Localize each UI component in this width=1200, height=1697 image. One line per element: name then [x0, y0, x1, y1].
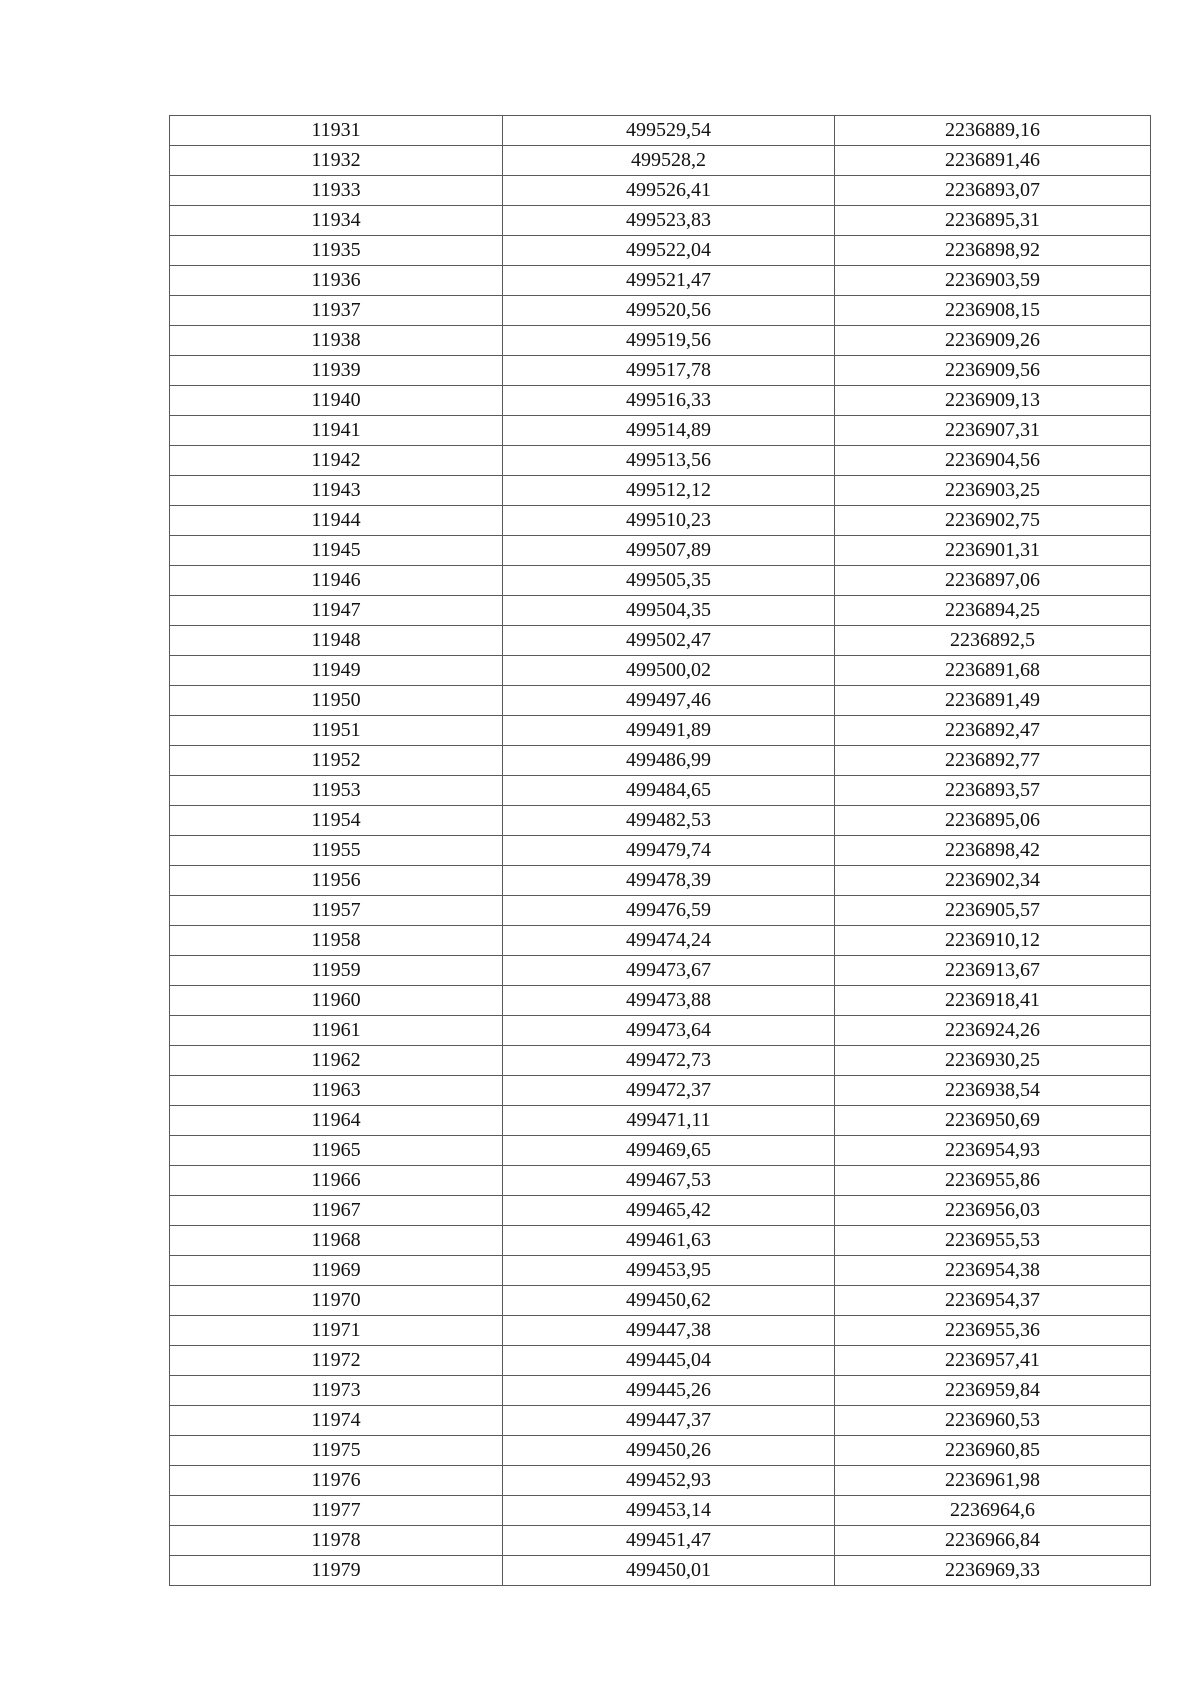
- point-number-cell: 11947: [170, 596, 503, 626]
- x-coordinate-cell: 499484,65: [503, 776, 835, 806]
- x-coordinate-cell: 499522,04: [503, 236, 835, 266]
- x-coordinate-cell: 499476,59: [503, 896, 835, 926]
- point-number-cell: 11960: [170, 986, 503, 1016]
- table-row: [170, 806, 1151, 836]
- x-coordinate-cell: 499523,83: [503, 206, 835, 236]
- y-coordinate-cell: 2236955,36: [835, 1316, 1151, 1346]
- point-number-cell: 11934: [170, 206, 503, 236]
- y-coordinate-cell: 2236910,12: [835, 926, 1151, 956]
- x-coordinate-cell: 499519,56: [503, 326, 835, 356]
- x-coordinate-cell: 499445,04: [503, 1346, 835, 1376]
- point-number-cell: 11975: [170, 1436, 503, 1466]
- x-coordinate-cell: 499529,54: [503, 116, 835, 146]
- x-coordinate-cell: 499504,35: [503, 596, 835, 626]
- table-row: [170, 356, 1151, 386]
- point-number-cell: 11952: [170, 746, 503, 776]
- x-coordinate-cell: 499450,01: [503, 1556, 835, 1586]
- point-number-cell: 11977: [170, 1496, 503, 1526]
- table-row: [170, 1166, 1151, 1196]
- y-coordinate-cell: 2236956,03: [835, 1196, 1151, 1226]
- x-coordinate-cell: 499471,11: [503, 1106, 835, 1136]
- point-number-cell: 11933: [170, 176, 503, 206]
- x-coordinate-cell: 499517,78: [503, 356, 835, 386]
- table-row: [170, 926, 1151, 956]
- y-coordinate-cell: 2236909,26: [835, 326, 1151, 356]
- point-number-cell: 11950: [170, 686, 503, 716]
- point-number-cell: 11946: [170, 566, 503, 596]
- point-number-cell: 11969: [170, 1256, 503, 1286]
- point-number-cell: 11958: [170, 926, 503, 956]
- x-coordinate-cell: 499507,89: [503, 536, 835, 566]
- y-coordinate-cell: 2236897,06: [835, 566, 1151, 596]
- x-coordinate-cell: 499510,23: [503, 506, 835, 536]
- table-row: [170, 1106, 1151, 1136]
- y-coordinate-cell: 2236902,75: [835, 506, 1151, 536]
- point-number-cell: 11974: [170, 1406, 503, 1436]
- point-number-cell: 11942: [170, 446, 503, 476]
- table-row: [170, 476, 1151, 506]
- y-coordinate-cell: 2236901,31: [835, 536, 1151, 566]
- x-coordinate-cell: 499445,26: [503, 1376, 835, 1406]
- x-coordinate-cell: 499473,88: [503, 986, 835, 1016]
- table-row: [170, 1526, 1151, 1556]
- y-coordinate-cell: 2236957,41: [835, 1346, 1151, 1376]
- table-row: [170, 1316, 1151, 1346]
- y-coordinate-cell: 2236938,54: [835, 1076, 1151, 1106]
- y-coordinate-cell: 2236893,07: [835, 176, 1151, 206]
- point-number-cell: 11938: [170, 326, 503, 356]
- point-number-cell: 11963: [170, 1076, 503, 1106]
- table-row: [170, 146, 1151, 176]
- x-coordinate-cell: 499472,73: [503, 1046, 835, 1076]
- x-coordinate-cell: 499514,89: [503, 416, 835, 446]
- x-coordinate-cell: 499482,53: [503, 806, 835, 836]
- point-number-cell: 11945: [170, 536, 503, 566]
- point-number-cell: 11932: [170, 146, 503, 176]
- point-number-cell: 11964: [170, 1106, 503, 1136]
- y-coordinate-cell: 2236889,16: [835, 116, 1151, 146]
- table-row: [170, 1466, 1151, 1496]
- point-number-cell: 11965: [170, 1136, 503, 1166]
- y-coordinate-cell: 2236895,31: [835, 206, 1151, 236]
- table-row: [170, 1286, 1151, 1316]
- table-row: [170, 1376, 1151, 1406]
- x-coordinate-cell: 499447,37: [503, 1406, 835, 1436]
- point-number-cell: 11962: [170, 1046, 503, 1076]
- table-row: [170, 1016, 1151, 1046]
- y-coordinate-cell: 2236909,13: [835, 386, 1151, 416]
- point-number-cell: 11972: [170, 1346, 503, 1376]
- x-coordinate-cell: 499500,02: [503, 656, 835, 686]
- y-coordinate-cell: 2236892,47: [835, 716, 1151, 746]
- y-coordinate-cell: 2236924,26: [835, 1016, 1151, 1046]
- y-coordinate-cell: 2236908,15: [835, 296, 1151, 326]
- table-row: [170, 746, 1151, 776]
- x-coordinate-cell: 499474,24: [503, 926, 835, 956]
- table-row: [170, 686, 1151, 716]
- y-coordinate-cell: 2236893,57: [835, 776, 1151, 806]
- y-coordinate-cell: 2236954,93: [835, 1136, 1151, 1166]
- table-row: [170, 536, 1151, 566]
- point-number-cell: 11931: [170, 116, 503, 146]
- x-coordinate-cell: 499516,33: [503, 386, 835, 416]
- x-coordinate-cell: 499486,99: [503, 746, 835, 776]
- table-row: [170, 716, 1151, 746]
- x-coordinate-cell: 499473,64: [503, 1016, 835, 1046]
- y-coordinate-cell: 2236969,33: [835, 1556, 1151, 1586]
- point-number-cell: 11939: [170, 356, 503, 386]
- y-coordinate-cell: 2236955,53: [835, 1226, 1151, 1256]
- y-coordinate-cell: 2236961,98: [835, 1466, 1151, 1496]
- point-number-cell: 11971: [170, 1316, 503, 1346]
- coordinates-table-body: [170, 116, 1151, 1586]
- table-row: [170, 506, 1151, 536]
- x-coordinate-cell: 499453,95: [503, 1256, 835, 1286]
- table-row: [170, 296, 1151, 326]
- point-number-cell: 11966: [170, 1166, 503, 1196]
- x-coordinate-cell: 499451,47: [503, 1526, 835, 1556]
- table-row: [170, 866, 1151, 896]
- table-row: [170, 1136, 1151, 1166]
- x-coordinate-cell: 499528,2: [503, 146, 835, 176]
- point-number-cell: 11954: [170, 806, 503, 836]
- table-row: [170, 986, 1151, 1016]
- y-coordinate-cell: 2236894,25: [835, 596, 1151, 626]
- y-coordinate-cell: 2236891,68: [835, 656, 1151, 686]
- point-number-cell: 11937: [170, 296, 503, 326]
- y-coordinate-cell: 2236902,34: [835, 866, 1151, 896]
- x-coordinate-cell: 499520,56: [503, 296, 835, 326]
- table-row: [170, 326, 1151, 356]
- y-coordinate-cell: 2236907,31: [835, 416, 1151, 446]
- y-coordinate-cell: 2236960,53: [835, 1406, 1151, 1436]
- y-coordinate-cell: 2236898,92: [835, 236, 1151, 266]
- point-number-cell: 11957: [170, 896, 503, 926]
- table-row: [170, 236, 1151, 266]
- y-coordinate-cell: 2236966,84: [835, 1526, 1151, 1556]
- point-number-cell: 11967: [170, 1196, 503, 1226]
- y-coordinate-cell: 2236891,46: [835, 146, 1151, 176]
- point-number-cell: 11949: [170, 656, 503, 686]
- y-coordinate-cell: 2236909,56: [835, 356, 1151, 386]
- table-row: [170, 1556, 1151, 1586]
- y-coordinate-cell: 2236960,85: [835, 1436, 1151, 1466]
- x-coordinate-cell: 499513,56: [503, 446, 835, 476]
- table-row: [170, 176, 1151, 206]
- point-number-cell: 11944: [170, 506, 503, 536]
- table-row: [170, 416, 1151, 446]
- point-number-cell: 11948: [170, 626, 503, 656]
- table-row: [170, 1226, 1151, 1256]
- table-row: [170, 896, 1151, 926]
- x-coordinate-cell: 499469,65: [503, 1136, 835, 1166]
- table-row: [170, 206, 1151, 236]
- table-row: [170, 776, 1151, 806]
- table-row: [170, 1496, 1151, 1526]
- point-number-cell: 11973: [170, 1376, 503, 1406]
- point-number-cell: 11970: [170, 1286, 503, 1316]
- coordinates-table: [169, 115, 1151, 1586]
- y-coordinate-cell: 2236930,25: [835, 1046, 1151, 1076]
- table-row: [170, 596, 1151, 626]
- table-row: [170, 1436, 1151, 1466]
- y-coordinate-cell: 2236954,37: [835, 1286, 1151, 1316]
- x-coordinate-cell: 499450,26: [503, 1436, 835, 1466]
- table-row: [170, 626, 1151, 656]
- point-number-cell: 11961: [170, 1016, 503, 1046]
- x-coordinate-cell: 499521,47: [503, 266, 835, 296]
- x-coordinate-cell: 499505,35: [503, 566, 835, 596]
- y-coordinate-cell: 2236891,49: [835, 686, 1151, 716]
- y-coordinate-cell: 2236898,42: [835, 836, 1151, 866]
- x-coordinate-cell: 499512,12: [503, 476, 835, 506]
- y-coordinate-cell: 2236959,84: [835, 1376, 1151, 1406]
- table-row: [170, 1076, 1151, 1106]
- y-coordinate-cell: 2236892,5: [835, 626, 1151, 656]
- y-coordinate-cell: 2236954,38: [835, 1256, 1151, 1286]
- point-number-cell: 11940: [170, 386, 503, 416]
- x-coordinate-cell: 499452,93: [503, 1466, 835, 1496]
- table-row: [170, 836, 1151, 866]
- y-coordinate-cell: 2236904,56: [835, 446, 1151, 476]
- table-row: [170, 446, 1151, 476]
- y-coordinate-cell: 2236964,6: [835, 1496, 1151, 1526]
- x-coordinate-cell: 499491,89: [503, 716, 835, 746]
- table-row: [170, 656, 1151, 686]
- table-row: [170, 386, 1151, 416]
- table-row: [170, 1196, 1151, 1226]
- y-coordinate-cell: 2236905,57: [835, 896, 1151, 926]
- point-number-cell: 11978: [170, 1526, 503, 1556]
- x-coordinate-cell: 499479,74: [503, 836, 835, 866]
- y-coordinate-cell: 2236903,59: [835, 266, 1151, 296]
- x-coordinate-cell: 499478,39: [503, 866, 835, 896]
- table-row: [170, 116, 1151, 146]
- y-coordinate-cell: 2236895,06: [835, 806, 1151, 836]
- table-row: [170, 266, 1151, 296]
- point-number-cell: 11951: [170, 716, 503, 746]
- point-number-cell: 11936: [170, 266, 503, 296]
- y-coordinate-cell: 2236892,77: [835, 746, 1151, 776]
- point-number-cell: 11956: [170, 866, 503, 896]
- y-coordinate-cell: 2236950,69: [835, 1106, 1151, 1136]
- point-number-cell: 11941: [170, 416, 503, 446]
- y-coordinate-cell: 2236903,25: [835, 476, 1151, 506]
- x-coordinate-cell: 499467,53: [503, 1166, 835, 1196]
- table-row: [170, 1406, 1151, 1436]
- point-number-cell: 11953: [170, 776, 503, 806]
- point-number-cell: 11935: [170, 236, 503, 266]
- x-coordinate-cell: 499497,46: [503, 686, 835, 716]
- point-number-cell: 11959: [170, 956, 503, 986]
- x-coordinate-cell: 499453,14: [503, 1496, 835, 1526]
- x-coordinate-cell: 499447,38: [503, 1316, 835, 1346]
- x-coordinate-cell: 499472,37: [503, 1076, 835, 1106]
- y-coordinate-cell: 2236955,86: [835, 1166, 1151, 1196]
- table-row: [170, 956, 1151, 986]
- table-row: [170, 566, 1151, 596]
- point-number-cell: 11943: [170, 476, 503, 506]
- x-coordinate-cell: 499465,42: [503, 1196, 835, 1226]
- point-number-cell: 11968: [170, 1226, 503, 1256]
- x-coordinate-cell: 499502,47: [503, 626, 835, 656]
- y-coordinate-cell: 2236918,41: [835, 986, 1151, 1016]
- table-row: [170, 1346, 1151, 1376]
- x-coordinate-cell: 499461,63: [503, 1226, 835, 1256]
- x-coordinate-cell: 499526,41: [503, 176, 835, 206]
- x-coordinate-cell: 499450,62: [503, 1286, 835, 1316]
- x-coordinate-cell: 499473,67: [503, 956, 835, 986]
- point-number-cell: 11979: [170, 1556, 503, 1586]
- table-row: [170, 1256, 1151, 1286]
- y-coordinate-cell: 2236913,67: [835, 956, 1151, 986]
- point-number-cell: 11976: [170, 1466, 503, 1496]
- table-row: [170, 1046, 1151, 1076]
- point-number-cell: 11955: [170, 836, 503, 866]
